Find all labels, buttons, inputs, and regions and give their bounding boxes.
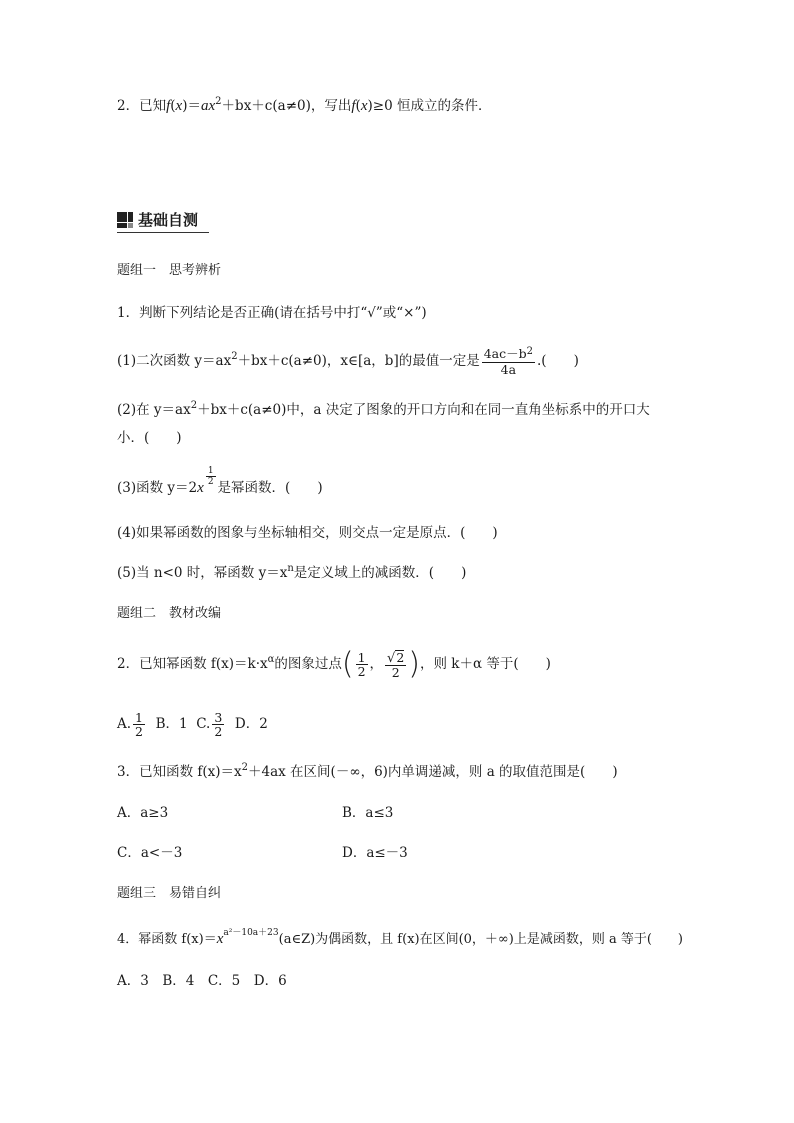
q3-option-a: A．a≥3	[117, 805, 169, 821]
q3-option-c: C．a<－3	[117, 845, 183, 861]
exponent-fraction: $\frac{1}{2}$	[207, 466, 214, 487]
q4-stem: 4．幂函数 $f(x)=x^{a^2-10a+23}(a\in Z)$为偶函数，且 f(x)在区间(0，＋∞)上是减函数，则 a 等于( )	[117, 928, 683, 947]
section-square-icon	[117, 212, 133, 228]
section-heading	[117, 207, 209, 233]
group-heading-1: 题组一 思考辨析	[117, 263, 222, 278]
q3-option-b: B．a≤3	[342, 805, 394, 821]
section-underline	[117, 232, 209, 233]
q2-stem: 2．已知幂函数 $f(x)=k\cdot x^\alpha$的图象过点( $\frac{1}{2}$ ， $\frac{√2}{2}$ )，则 k＋α 等于( )	[117, 646, 551, 682]
point-y-fraction: $\frac{√2}{2}$	[387, 650, 405, 680]
group-heading-2: 题组二 教材改编	[117, 606, 222, 621]
q4-options: A．3 B．4 C．5 D．6	[117, 973, 287, 989]
q1-stem: 1．判断下列结论是否正确(请在括号中打“√”或“×”)	[117, 305, 427, 321]
q2-options: A. $\frac{1}{2}$ B．1 C. $\frac{3}{2}$ D．2	[117, 710, 268, 739]
point-x-fraction: $\frac{1}{2}$	[357, 650, 366, 679]
top-question: 2．已知$f(x)=ax^2+bx+c(a\ne 0)$，写出f(x)≥0 恒成立的条件．	[117, 96, 492, 114]
q3-option-d: D．a≤－3	[342, 845, 408, 861]
q1-item-2-cont: 小．( )	[117, 430, 182, 446]
q1-item-4: (4)如果幂函数的图象与坐标轴相交，则交点一定是原点．( )	[117, 525, 498, 541]
q1-item-5: (5)当 n<0 时，幂函数 $y=x^n$是定义域上的减函数．( )	[117, 563, 467, 581]
q1-item-2: (2)在 $y=ax^2+bx+c(a\ne 0)$中，a 决定了图象的开口方向和在同一直角坐标系中的开口大	[117, 400, 650, 418]
q3-stem: 3．已知函数 $f(x)=x^2+4ax$ 在区间(－∞，6)内单调递减，则 a 的取值范围是( )	[117, 762, 618, 780]
option-a-fraction: $\frac{1}{2}$	[135, 710, 143, 739]
extremum-fraction: $\frac{4ac-b^2}{4a}$	[483, 346, 534, 377]
option-c-fraction: $\frac{3}{2}$	[214, 710, 223, 739]
section-title: 基础自测	[138, 211, 199, 229]
group-heading-3: 题组三 易错自纠	[117, 886, 222, 901]
q1-item-3: (3)函数 y＝2x $\frac{1}{2}$ 是幂函数．( )	[117, 466, 323, 496]
q1-item-1: (1)二次函数 $y=ax^2+bx+c(a\ne 0)$，x∈[a，b]的最值一定是 $\frac{4ac-b^2}{4a}$ .( )	[117, 346, 579, 377]
